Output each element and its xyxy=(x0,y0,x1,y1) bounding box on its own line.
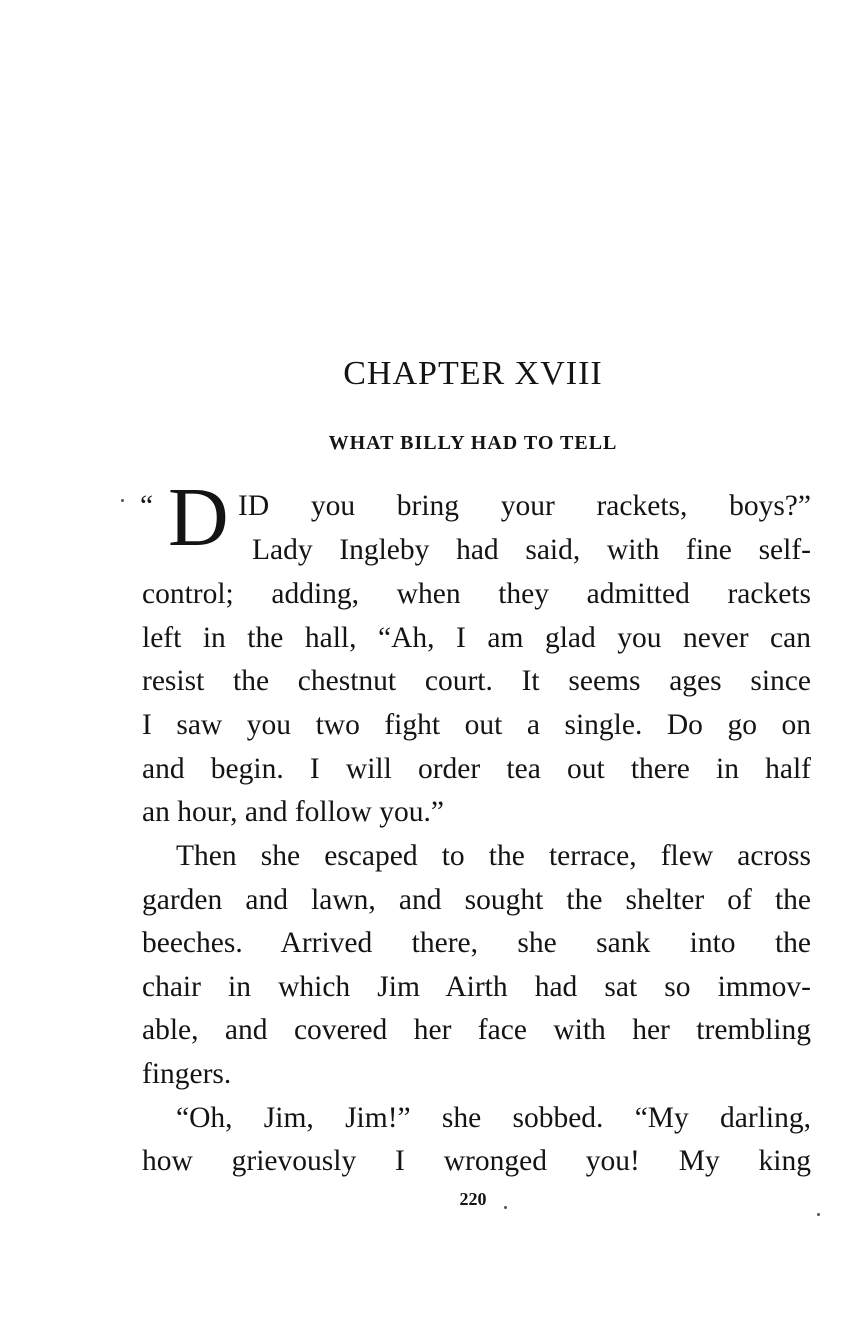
text-line: chair in which Jim Airth had sat so immov- xyxy=(142,971,811,1003)
drop-cap: D xyxy=(168,471,229,564)
text-line: how grievously I wronged you! My king xyxy=(142,1145,811,1177)
chapter-title: CHAPTER XVIII xyxy=(343,355,603,392)
scan-speck xyxy=(817,1213,820,1216)
scan-speck xyxy=(121,499,124,502)
text-line: beeches. Arrived there, she sank into the xyxy=(142,927,811,959)
text-line: fingers. xyxy=(142,1058,232,1090)
text-line: ID you bring your rackets, boys?” xyxy=(238,490,811,522)
text-line: Then she escaped to the terrace, flew across xyxy=(176,840,811,872)
text-line: garden and lawn, and sought the shelter of the xyxy=(142,884,811,916)
text-line: resist the chestnut court. It seems ages since xyxy=(142,665,811,697)
scan-speck xyxy=(504,1206,507,1209)
opening-quote-mark: “ xyxy=(140,490,154,522)
text-line: Lady Ingleby had said, with fine self- xyxy=(252,534,811,566)
text-line: and begin. I will order tea out there in half xyxy=(142,753,811,785)
text-line: I saw you two fight out a single. Do go on xyxy=(142,709,811,741)
page-number: 220 xyxy=(459,1189,487,1209)
chapter-subtitle: WHAT BILLY HAD TO TELL xyxy=(328,432,618,454)
text-line: an hour, and follow you.” xyxy=(142,796,444,828)
text-line: control; adding, when they admitted rackets xyxy=(142,578,811,610)
text-line: able, and covered her face with her trembling xyxy=(142,1014,811,1046)
text-line: left in the hall, “Ah, I am glad you never can xyxy=(142,622,811,654)
text-line: “Oh, Jim, Jim!” she sobbed. “My darling, xyxy=(176,1102,811,1134)
